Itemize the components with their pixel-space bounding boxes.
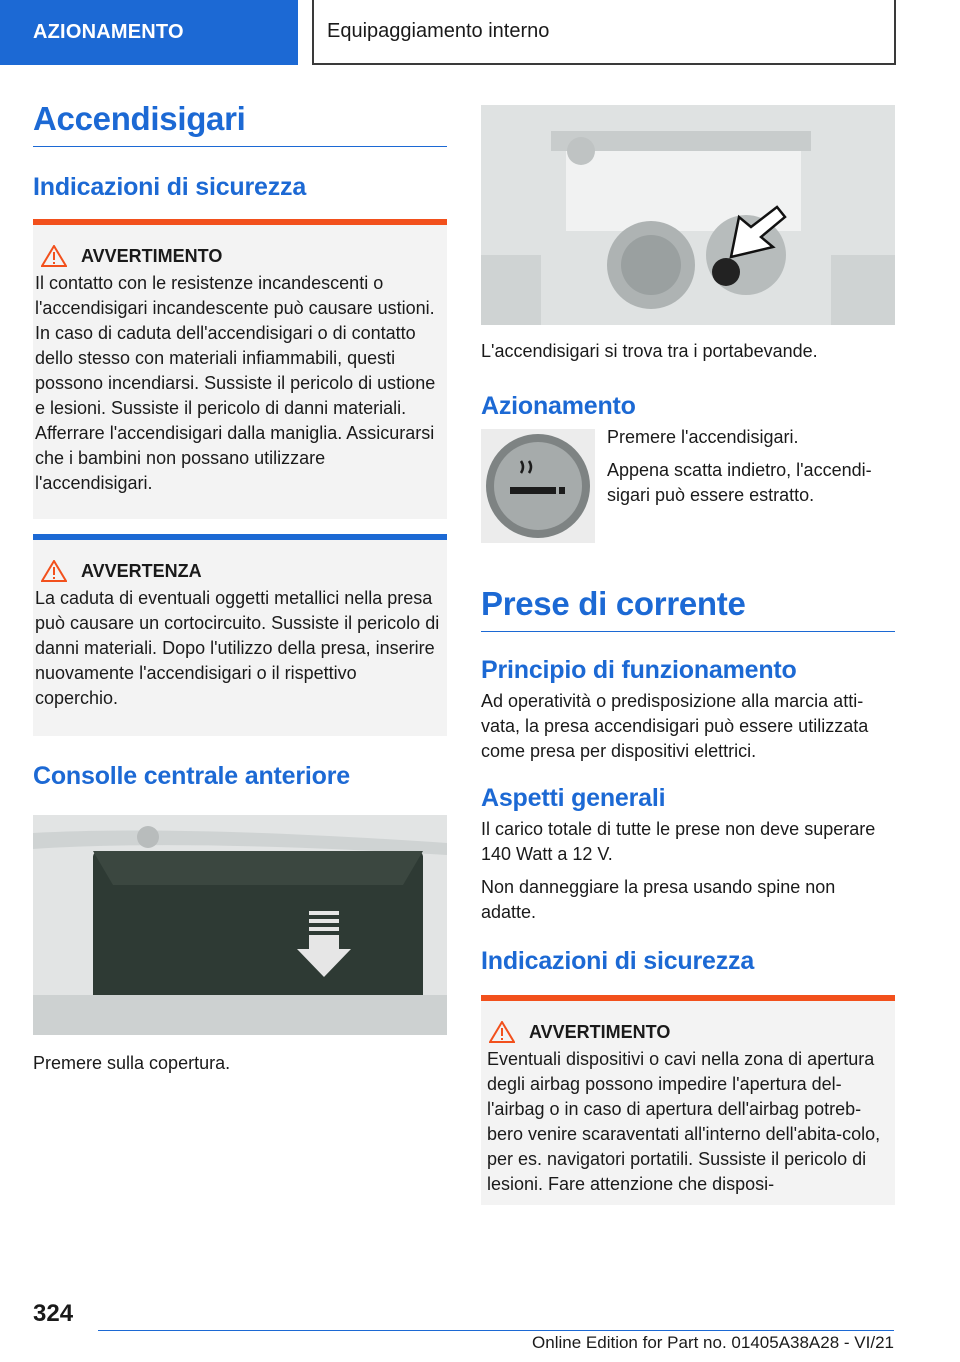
warning-label-2: AVVERTIMENTO xyxy=(529,1021,671,1042)
left-column xyxy=(33,100,447,1076)
safety-heading-2: Indicazioni di sicurezza xyxy=(481,947,755,975)
operation-heading: Azionamento xyxy=(481,392,636,420)
operation-block xyxy=(481,425,895,543)
lighter-location-photo xyxy=(481,105,895,325)
notice-label: AVVERTENZA xyxy=(81,560,202,581)
console-caption: Premere sulla copertura. xyxy=(33,1053,231,1073)
console-photo xyxy=(33,815,447,1035)
chapter-tab xyxy=(312,0,896,65)
edition-info: Online Edition for Part no. 01405A38A28 - VI/21 xyxy=(532,1333,894,1352)
warning-text-2: Eventuali dispositivi o cavi nella zona di apertura degli airbag possono impedire l'apertura del-l'airbag o in caso di apertura dell'airbag potreb-bero venire scaraventati all'interno dell'abita-colo, per es. navigatori portatili. Sussiste il pericolo di lesioni. Fare attenzione che disposi- xyxy=(487,1049,881,1194)
warning-box xyxy=(33,219,447,519)
safety-heading: Indicazioni di sicurezza xyxy=(33,173,307,201)
general-text-2: Non danneggiare la presa usando spine non adatte. xyxy=(481,877,836,922)
notice-text: La caduta di eventuali oggetti metallici nella presa può causare un cortocircuito. Sussiste il pericolo di danni materiali. Dopo l'utilizzo della presa, inserire nuovamente l'accendisigari o il rispettivo coperchio. xyxy=(35,588,440,708)
warning-label: AVVERTIMENTO xyxy=(81,245,223,266)
console-heading: Consolle centrale anteriore xyxy=(33,762,350,790)
operation-step-2: Appena scatta indietro, l'accendi-sigari può essere estratto. xyxy=(607,460,872,505)
chapter-label: Equipaggiamento interno xyxy=(327,20,550,42)
warning-text: Il contatto con le resistenze incandescenti o l'accendisigari incandescente può causare ustioni. In caso di caduta dell'accendisigari o di contatto dello stesso con materiali infiammabili, questi possono incendiarsi. Sussiste il pericolo di ustione e lesioni. Sussiste il pericolo di danni materiali. Afferrare l'accendisigari dalla maniglia. Assicurarsi che i bambini non possano utilizzare l'accendisigari. xyxy=(35,273,436,493)
section-label: AZIONAMENTO xyxy=(33,21,184,43)
warning-triangle-icon xyxy=(41,245,67,267)
right-column xyxy=(481,105,895,1205)
lighter-caption: L'accendisigari si trova tra i portabevande. xyxy=(481,341,818,361)
operation-step-1: Premere l'accendisigari. xyxy=(607,427,799,447)
principle-text: Ad operatività o predisposizione alla marcia atti-vata, la presa accendisigari può essere utilizzata come presa per dispositivi elettrici. xyxy=(481,691,869,761)
section-tab xyxy=(0,0,298,65)
principle-heading: Principio di funzionamento xyxy=(481,656,797,684)
general-text-1: Il carico totale di tutte le prese non deve superare 140 Watt a 12 V. xyxy=(481,819,876,864)
lighter-button-photo xyxy=(481,429,595,543)
warning-triangle-icon xyxy=(41,560,67,582)
footer-rule xyxy=(98,1330,894,1331)
warning-box-2 xyxy=(481,995,895,1205)
warning-triangle-icon xyxy=(489,1021,515,1043)
sockets-title: Prese di corrente xyxy=(481,585,895,632)
notice-box xyxy=(33,534,447,736)
page-title: Accendisigari xyxy=(33,100,447,147)
general-heading: Aspetti generali xyxy=(481,784,666,812)
page-number: 324 xyxy=(33,1300,74,1327)
